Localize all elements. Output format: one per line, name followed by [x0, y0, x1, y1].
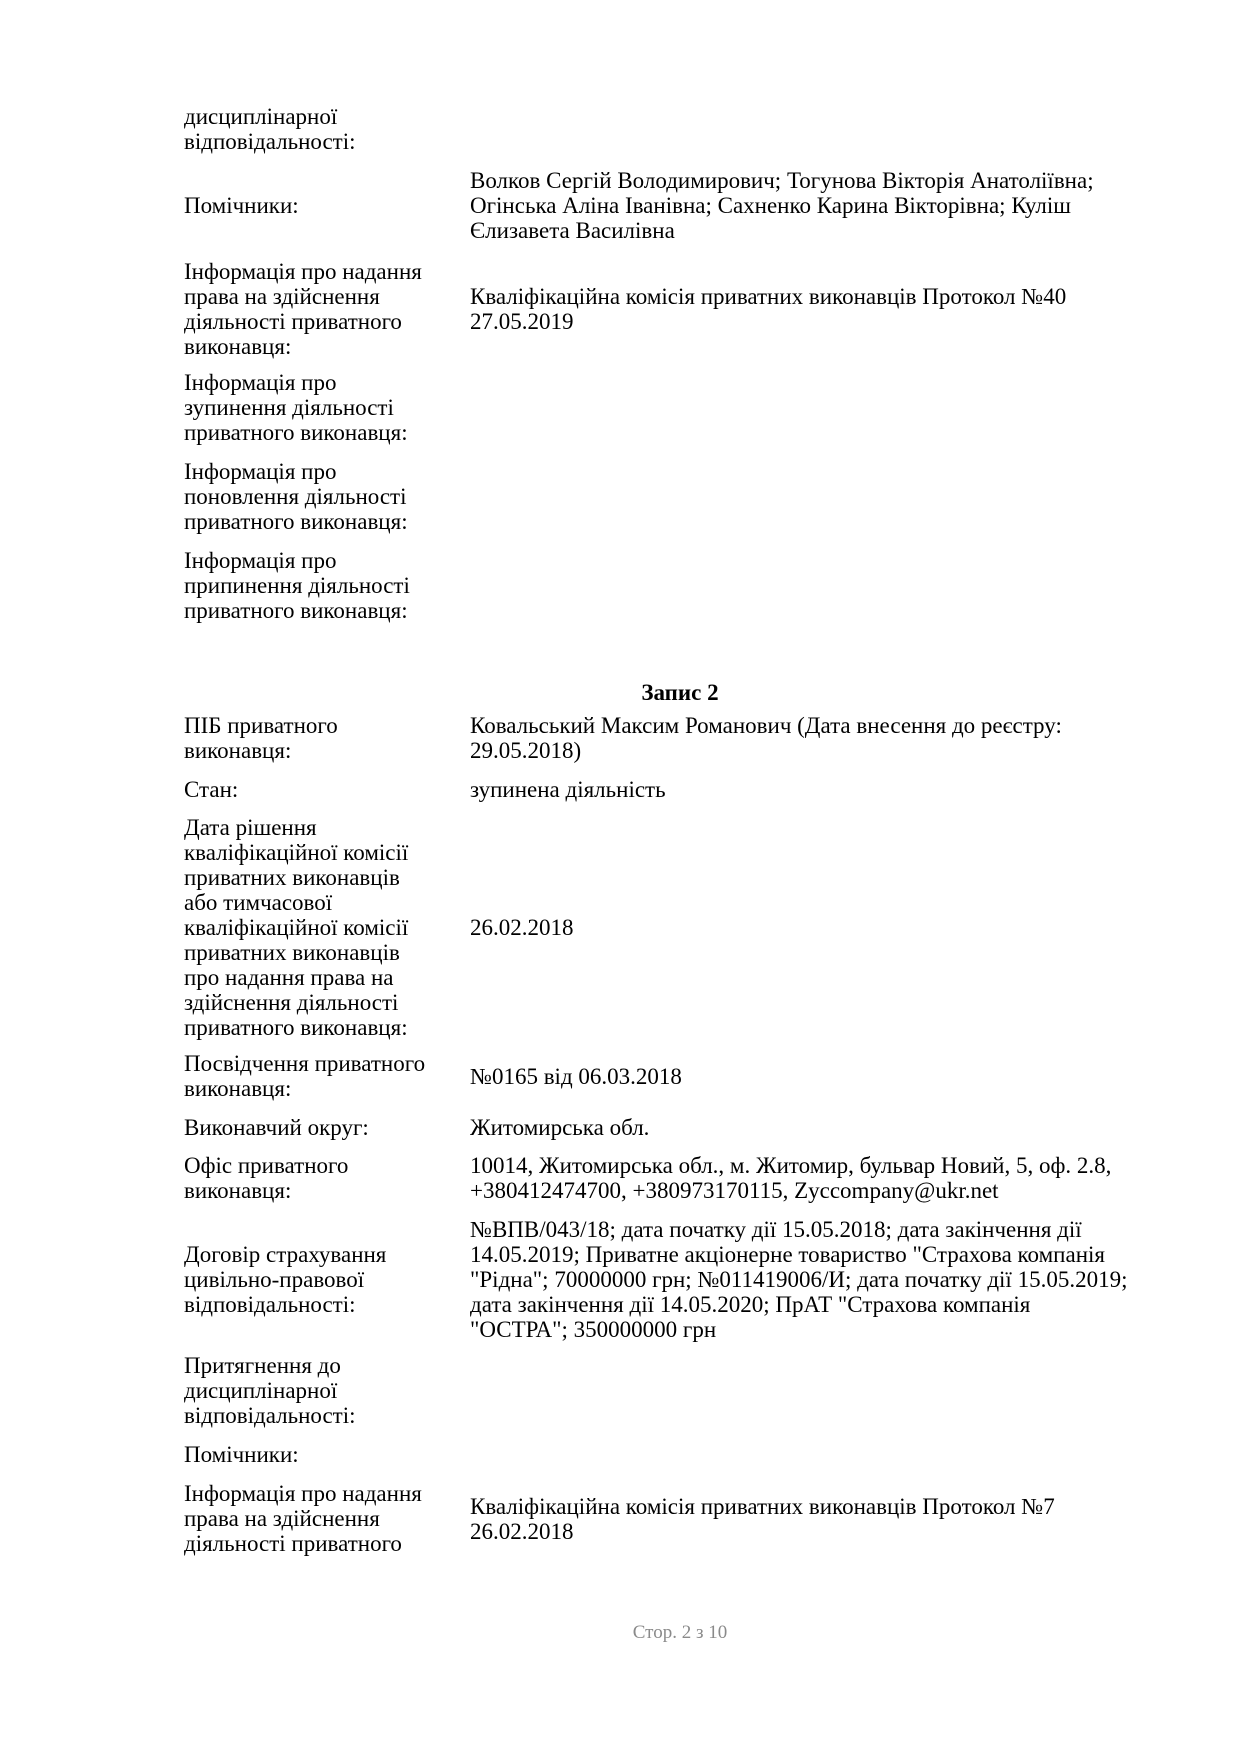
record-row — [184, 815, 1194, 1040]
field-value: №0165 від 06.03.2018 — [470, 1063, 682, 1089]
field-label: Виконавчий округ: — [184, 1115, 369, 1140]
record-row — [184, 1442, 1194, 1467]
record-row — [184, 459, 1194, 534]
field-label: Інформація про зупинення діяльності приватного виконавця: — [184, 370, 408, 445]
field-label: Інформація про надання права на здійснення діяльності приватного — [184, 1481, 422, 1556]
record-row — [184, 168, 1194, 243]
field-value: Житомирська обл. — [470, 1115, 650, 1140]
field-value: Кваліфікаційна комісія приватних виконавців Протокол №7 26.02.2018 — [470, 1493, 1055, 1544]
record-row — [184, 1217, 1194, 1342]
record-row — [184, 370, 1194, 445]
record-heading: Запис 2 — [641, 680, 719, 705]
record-row — [184, 548, 1194, 623]
field-label: Інформація про припинення діяльності приватного виконавця: — [184, 548, 410, 623]
field-value: 10014, Житомирська обл., м. Житомир, бульвар Новий, 5, оф. 2.8, +380412474700, +380973170115, Zyccompany@ukr.net — [470, 1153, 1112, 1203]
field-label: Помічники: — [184, 1442, 299, 1467]
field-value: 26.02.2018 — [470, 915, 574, 940]
record-row — [184, 1115, 1194, 1140]
field-value: Ковальський Максим Романович (Дата внесення до реєстру: 29.05.2018) — [470, 713, 1062, 763]
field-value: зупинена діяльність — [470, 777, 666, 802]
field-label: Інформація про надання права на здійснення діяльності приватного виконавця: — [184, 259, 422, 359]
field-label: дисциплінарної відповідальності: — [184, 104, 356, 154]
record-row — [184, 1153, 1194, 1203]
field-value: Кваліфікаційна комісія приватних виконавців Протокол №40 27.05.2019 — [470, 284, 1067, 334]
field-label: Договір страхування цивільно-правової відповідальності: — [184, 1242, 387, 1317]
field-label: Помічники: — [184, 193, 299, 218]
field-label: Посвідчення приватного виконавця: — [184, 1051, 426, 1101]
record-row — [184, 1051, 1194, 1101]
field-label: Притягнення до дисциплінарної відповідальності: — [184, 1353, 356, 1428]
field-label: Стан: — [184, 777, 239, 802]
field-value: №ВПВ/043/18; дата початку дії 15.05.2018; дата закінчення дії 14.05.2019; Приватне акціонерне товариство "Страхова компанія "Рідна"; 70000000 грн; №011419006/И; дата початку дії 15.05.2019; дата закінчення дії 14.05.2020; ПрАТ "Страхова компанія "ОСТРА"; 350000000 грн — [470, 1217, 1128, 1342]
field-value: Волков Сергій Володимирович; Тогунова Вікторія Анатоліївна; Огінська Аліна Іванівна; Сахненко Карина Вікторівна; Куліш Єлизавета Василівна — [470, 168, 1094, 243]
field-label: Офіс приватного виконавця: — [184, 1153, 349, 1203]
page-number: Стор. 2 з 10 — [632, 1622, 728, 1643]
record-row — [184, 104, 1194, 154]
record-row — [184, 1481, 1194, 1556]
record-row — [184, 713, 1194, 763]
record-row — [184, 259, 1194, 359]
record-row — [184, 1353, 1194, 1428]
record-row — [184, 777, 1194, 802]
field-label: ПІБ приватного виконавця: — [184, 713, 338, 763]
field-label: Дата рішення кваліфікаційної комісії приватних виконавців або тимчасової кваліфікаційної комісії приватних виконавців про надання права на здійснення діяльності приватного виконавця: — [184, 815, 409, 1040]
field-label: Інформація про поновлення діяльності приватного виконавця: — [184, 459, 408, 534]
